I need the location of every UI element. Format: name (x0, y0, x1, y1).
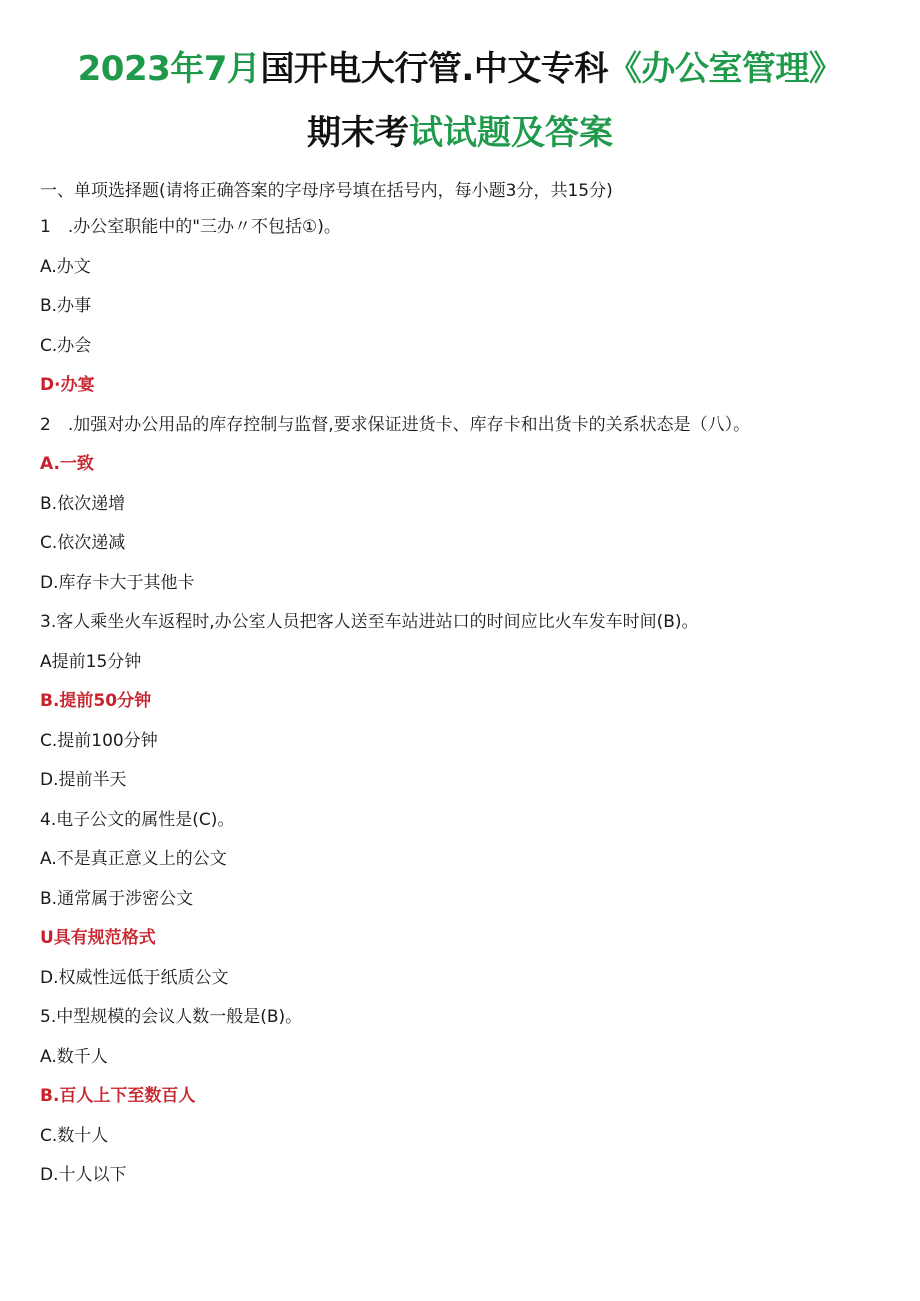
document-title-line-2 (0, 113, 920, 153)
title-exam: 期末考 (307, 113, 409, 153)
question-line: A提前15分钟 (40, 651, 142, 672)
title-course: 《办公室管理》 (607, 49, 843, 89)
answer-line: U具有规范格式 (40, 928, 156, 948)
question-line: 2 .加强对办公用品的库存控制与监督,要求保证进货卡、库存卡和出货卡的关系状态是（八）。 (40, 414, 751, 435)
question-line: B.通常属于涉密公文 (40, 888, 194, 909)
question-list (40, 214, 890, 1202)
title-institution: 国开电大行管.中文专科 (260, 49, 608, 89)
question-line: C.办会 (40, 335, 92, 356)
question-line: D.提前半天 (40, 770, 127, 790)
title-date: 2023年7月 (77, 49, 261, 89)
question-line: D.十人以下 (40, 1165, 127, 1185)
document-title-line-1 (0, 49, 920, 89)
question-line: 3.客人乘坐火车返程时,办公室人员把客人送至车站进站口的时间应比火车发车时间(B)。 (40, 612, 699, 632)
question-line: C.数十人 (40, 1125, 109, 1146)
question-line: A.数千人 (40, 1046, 108, 1067)
question-line: C.依次递减 (40, 533, 126, 553)
question-line: A.不是真正意义上的公文 (40, 849, 227, 869)
answer-line: B.百人上下至数百人 (40, 1086, 196, 1106)
question-line: B.办事 (40, 296, 92, 316)
question-line: D.权威性远低于纸质公文 (40, 967, 229, 988)
answer-line: B.提前50分钟 (40, 691, 152, 711)
question-line: 5.中型规模的会议人数一般是(B)。 (40, 1007, 303, 1027)
answer-line: A.一致 (40, 454, 94, 474)
title-questions: 试试题及答案 (409, 113, 613, 153)
question-line: A.办文 (40, 256, 91, 277)
question-line: 1 .办公室职能中的"三办〃不包括①)。 (40, 217, 341, 237)
question-line: B.依次递增 (40, 493, 126, 514)
question-line: C.提前100分钟 (40, 730, 158, 751)
section-header: 一、单项选择题(请将正确答案的字母序号填在括号内，每小题3分，共15分) (40, 181, 613, 201)
question-line: 4.电子公文的属性是(C)。 (40, 809, 235, 830)
question-line: D.库存卡大于其他卡 (40, 572, 195, 593)
answer-line: D∙办宴 (40, 375, 95, 395)
